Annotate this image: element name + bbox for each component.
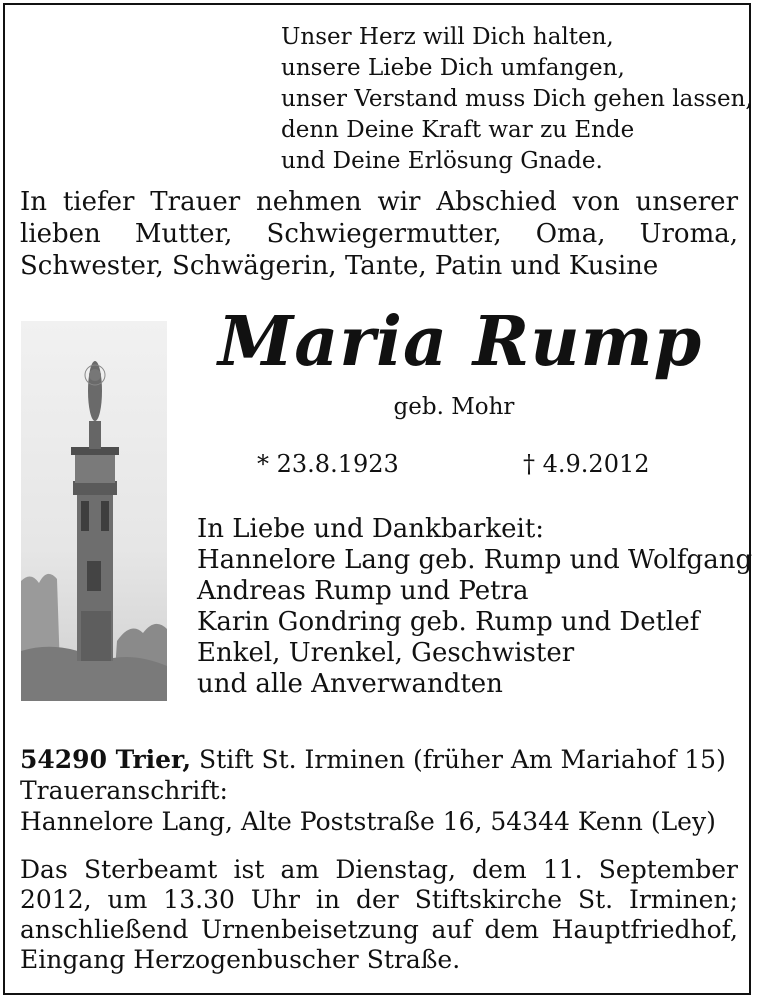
mourners-heading: In Liebe und Dankbarkeit: <box>197 514 545 544</box>
birth-date: * 23.8.1923 <box>257 450 399 478</box>
mail-address-label: Traueranschrift: <box>20 776 228 805</box>
residence-line <box>20 744 726 775</box>
mourner-line: Karin Gondring geb. Rump und Detlef <box>197 607 700 637</box>
mail-address: Hannelore Lang, Alte Poststraße 16, 54344 Kenn (Ley) <box>20 807 716 836</box>
poem-line: und Deine Erlösung Gnade. <box>281 148 603 174</box>
mourners-list <box>197 514 752 700</box>
poem <box>281 22 753 177</box>
intro-text: In tiefer Trauer nehmen wir Abschied von unserer lieben Mutter, Schwiegermutter, Oma, Uroma, Schwester, Schwägerin, Tante, Patin und Kusine <box>20 187 738 281</box>
poem-line: unsere Liebe Dich umfangen, <box>281 55 625 81</box>
mourner-line: Hannelore Lang geb. Rump und Wolfgang <box>197 545 753 575</box>
poem-line: denn Deine Kraft war zu Ende <box>281 117 635 143</box>
tower-statue-photo <box>21 321 167 701</box>
mourner-line: Andreas Rump und Petra <box>197 576 529 606</box>
birth-name: geb. Mohr <box>393 394 515 420</box>
service-info: Das Sterbeamt ist am Dienstag, dem 11. September 2012, um 13.30 Uhr in der Stiftskirche St. Irminen; anschließend Urnenbeisetzung auf dem Hauptfriedhof, Eingang Herzogenbuscher Straße. <box>20 855 738 974</box>
death-date: † 4.9.2012 <box>523 450 650 478</box>
residence-detail: Stift St. Irminen (früher Am Mariahof 15) <box>191 745 726 774</box>
residence-city: 54290 Trier, <box>20 745 192 774</box>
poem-line: unser Verstand muss Dich gehen lassen, <box>281 86 753 112</box>
mourner-line: Enkel, Urenkel, Geschwister <box>197 638 575 668</box>
address-block <box>20 744 726 837</box>
poem-line: Unser Herz will Dich halten, <box>281 24 614 50</box>
deceased-name: Maria Rump <box>218 302 703 382</box>
mourner-line: und alle Anverwandten <box>197 669 503 699</box>
